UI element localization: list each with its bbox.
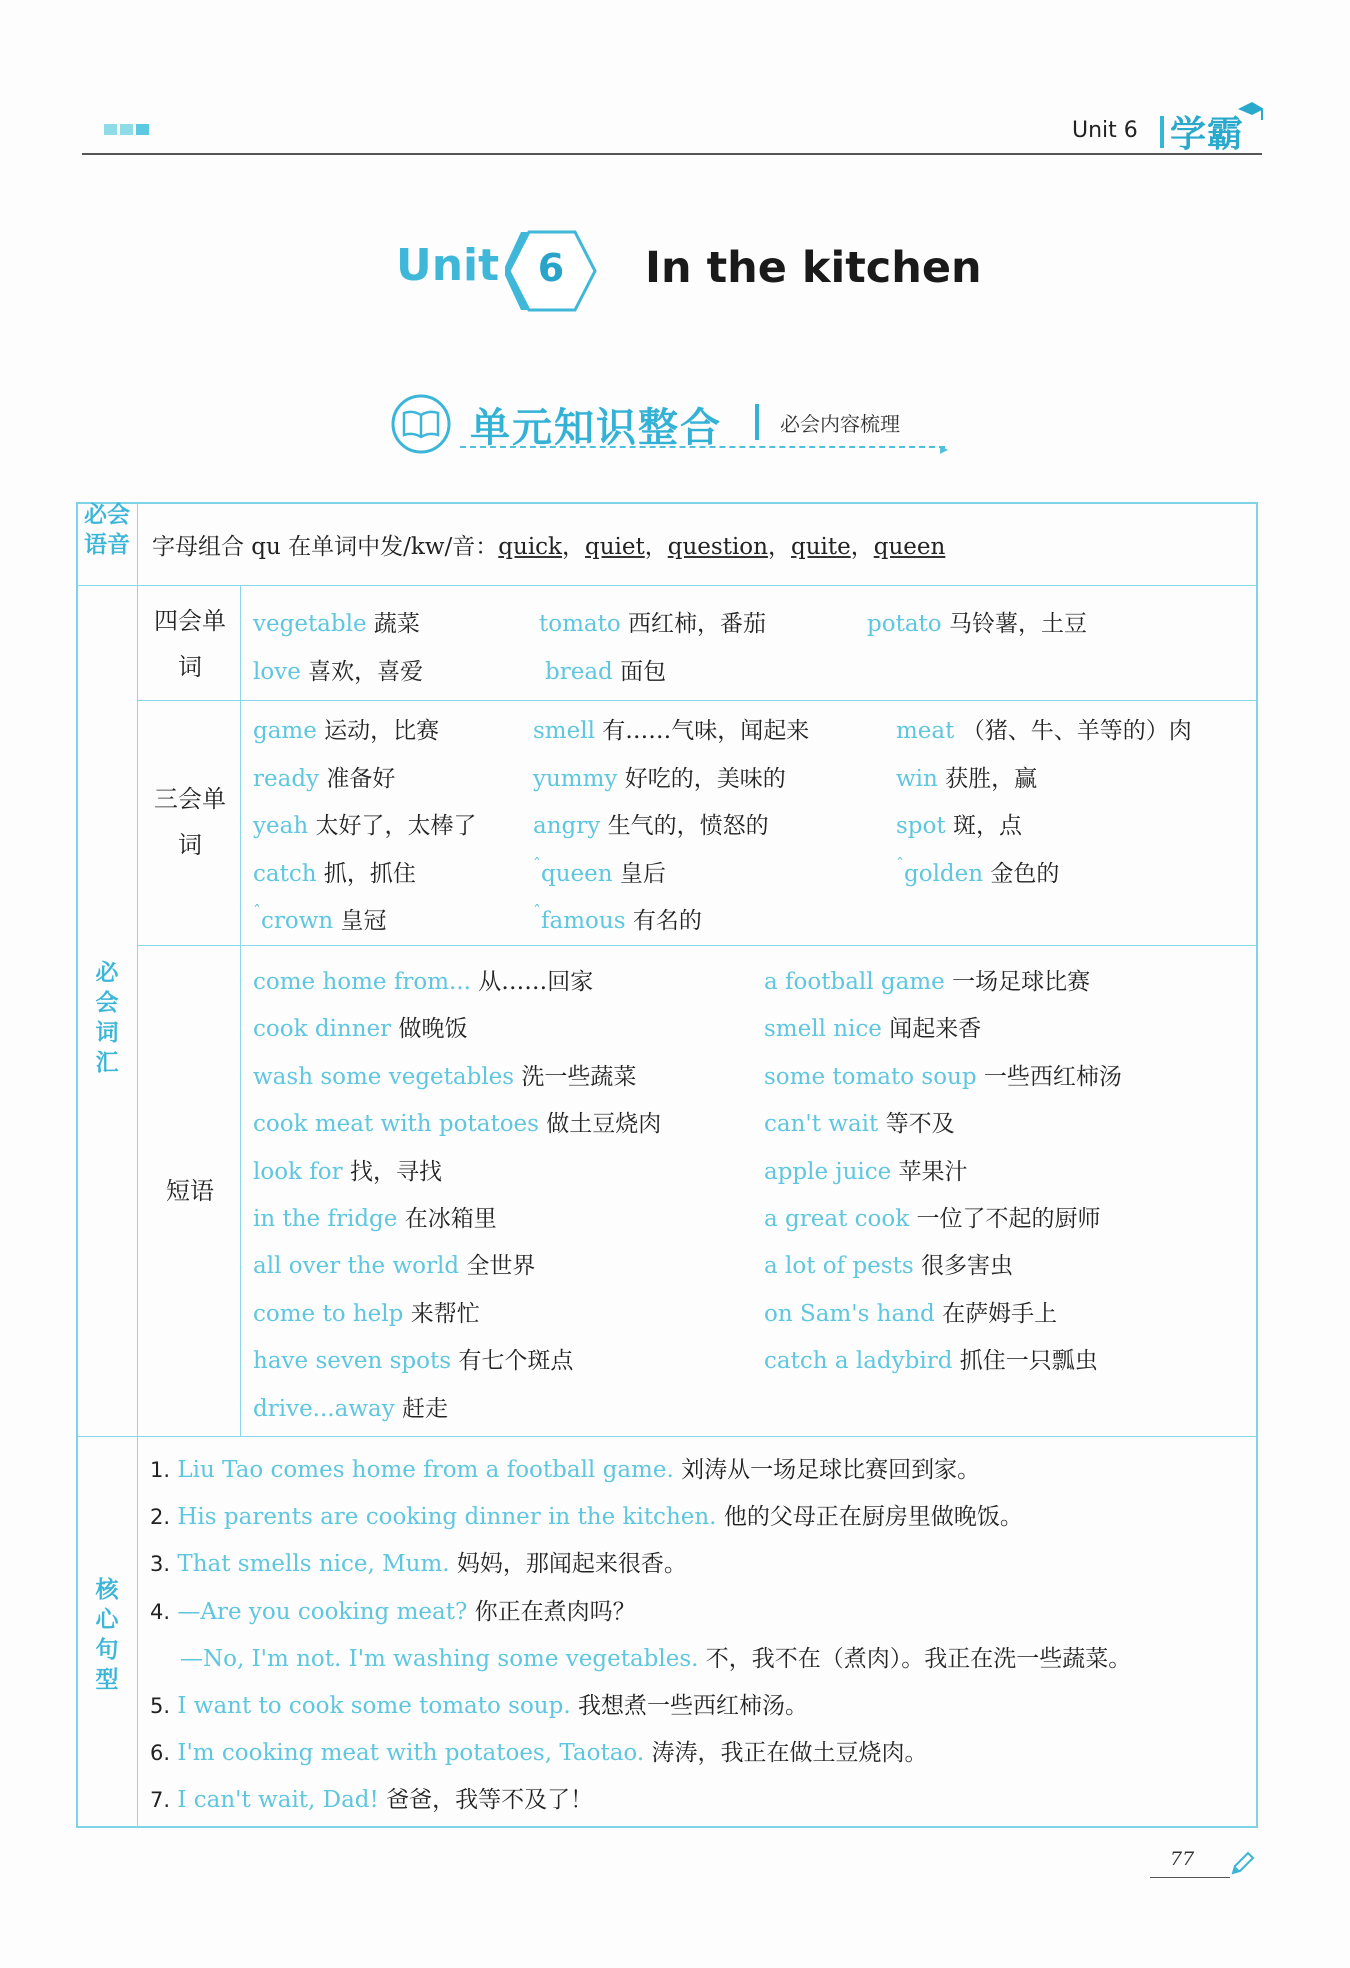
vocab-chinese: 一位了不起的厨师 xyxy=(916,1206,1101,1232)
phonics-word: question xyxy=(667,534,768,560)
vocab-chinese: 斑，点 xyxy=(952,813,1022,839)
vocab-english: crown xyxy=(261,908,334,934)
vocab-chinese: 喜欢，喜爱 xyxy=(308,659,424,685)
sentence-chinese: 不，我不在（煮肉）。我正在洗一些蔬菜。 xyxy=(705,1645,1132,1672)
vocab-chinese: 在萨姆手上 xyxy=(942,1300,1058,1327)
vocab-chinese: 很多害虫 xyxy=(920,1253,1013,1280)
phonics-word: quick xyxy=(498,534,562,560)
sentence-number: 5. xyxy=(150,1694,171,1718)
pencil-icon xyxy=(1228,1850,1256,1878)
graduation-cap-icon xyxy=(1236,100,1266,130)
vocab-item xyxy=(764,1200,1100,1233)
sentence-english: Liu Tao comes home from a football game. xyxy=(177,1457,674,1483)
vocab-item xyxy=(764,1058,1122,1091)
annotation-mark: ˆ xyxy=(533,854,541,874)
vocab-chinese: 西红柿，番茄 xyxy=(628,611,767,637)
table-divider xyxy=(77,1436,1257,1437)
vocab-item xyxy=(253,1058,636,1091)
vocab-english: ready xyxy=(253,765,320,792)
vocab-english: spot xyxy=(896,813,946,839)
section-underline xyxy=(460,446,945,448)
vocab-chinese: 从……回家 xyxy=(478,969,594,995)
header-rule xyxy=(82,153,1262,155)
header-divider xyxy=(1160,116,1164,148)
vocab-english: cook meat with potatoes xyxy=(253,1111,539,1138)
vocab-chinese: 找，寻找 xyxy=(349,1158,442,1185)
sentence-chinese: 他的父母正在厨房里做晚饭。 xyxy=(723,1504,1023,1531)
vocab-item xyxy=(764,1295,1057,1328)
brand-logo: 学霸 xyxy=(1170,114,1245,155)
section-divider xyxy=(755,404,759,440)
vocab-item xyxy=(896,855,1059,888)
vocab-english: love xyxy=(253,659,301,685)
vocab-chinese: 有……气味，闻起来 xyxy=(602,718,810,744)
vocab-chinese: 皇后 xyxy=(619,860,666,887)
vocab-chinese: 太好了，太棒了 xyxy=(315,813,477,839)
annotation-mark: ˆ xyxy=(253,902,261,921)
vocab-chinese: 全世界 xyxy=(466,1253,536,1280)
sentence-chinese: 爸爸，我等不及了！ xyxy=(386,1787,594,1814)
sentence-english: I'm cooking meat with potatoes, Taotao. xyxy=(177,1740,645,1767)
vocab-english: vegetable xyxy=(253,611,367,637)
vocab-chinese: 金色的 xyxy=(990,860,1060,887)
phonics-label: 必会语音 xyxy=(84,502,130,558)
vocab-chinese: 一场足球比赛 xyxy=(952,969,1091,995)
vocab-item xyxy=(253,760,395,793)
vocab-item xyxy=(867,605,1087,638)
vocab-english: come to help xyxy=(253,1300,404,1327)
vocab-english: on Sam's hand xyxy=(764,1300,935,1327)
sentence-chinese: 刘涛从一场足球比赛回到家。 xyxy=(681,1457,981,1483)
table-divider xyxy=(138,700,1257,701)
vocab-english: tomato xyxy=(539,611,621,637)
table-divider xyxy=(77,585,1257,586)
vocab-item xyxy=(533,855,666,888)
vocab-english: look for xyxy=(253,1158,343,1185)
vocab-chinese: 面包 xyxy=(620,659,667,685)
vocab-chinese: 苹果汁 xyxy=(898,1158,968,1185)
sentence-number: 6. xyxy=(150,1741,171,1766)
vocab-english: game xyxy=(253,718,317,744)
sentence-number: 2. xyxy=(150,1505,171,1530)
sentence-number: 1. xyxy=(150,1458,171,1482)
vocab-item xyxy=(253,712,439,745)
vocab-item xyxy=(253,1200,497,1233)
vocab-english: wash some vegetables xyxy=(253,1063,515,1090)
sentence-number: 3. xyxy=(150,1552,171,1577)
vocab-chinese: 赶走 xyxy=(402,1395,449,1422)
vocab-english: queen xyxy=(541,860,613,887)
vocab-chinese: 获胜，赢 xyxy=(945,765,1038,792)
vocab-english: a football game xyxy=(764,969,945,995)
sentence-item xyxy=(150,1498,1023,1531)
vocab-english: catch xyxy=(253,860,317,887)
vocab-label: 必会词汇 xyxy=(95,960,119,1076)
sentence-item xyxy=(150,1545,687,1578)
vocab-item xyxy=(764,1342,1098,1375)
vocab-chinese: 皇冠 xyxy=(340,908,387,934)
vocab-english: angry xyxy=(533,813,601,839)
vocab-english: smell xyxy=(533,718,595,744)
header-decoration xyxy=(120,124,133,135)
vocab-item xyxy=(253,1105,661,1138)
vocab-item xyxy=(533,760,786,793)
vocab-item xyxy=(533,712,809,745)
vocab-english: come home from... xyxy=(253,969,471,995)
sentences-label: 核心句型 xyxy=(95,1577,119,1693)
table-divider xyxy=(240,586,241,1436)
vocab-chinese: 一些西红柿汤 xyxy=(983,1063,1122,1090)
vocab-item xyxy=(896,712,1192,745)
vocab-item xyxy=(764,1105,955,1138)
vocab-chinese: 蔬菜 xyxy=(373,611,420,637)
vocab-english: bread xyxy=(545,659,613,685)
vocab-chinese: 生气的，愤怒的 xyxy=(607,813,769,839)
vocab-item xyxy=(533,807,769,840)
vocab-item xyxy=(253,1153,442,1186)
phonics-word: queen xyxy=(873,534,946,560)
annotation-mark: ˆ xyxy=(533,902,541,921)
four-skill-words-label: 四会单词 xyxy=(154,607,226,681)
vocab-chinese: 抓，抓住 xyxy=(323,860,416,887)
section-title: 单元知识整合 xyxy=(470,405,722,451)
phonics-word: quiet xyxy=(585,534,645,560)
table-divider xyxy=(137,503,138,1827)
phonics-word: quite xyxy=(790,534,851,560)
phonics-rule: 字母组合 qu 在单词中发/kw/音：quick，quiet，question，quite，queen xyxy=(152,534,946,560)
vocab-english: famous xyxy=(541,908,626,934)
vocab-english: yeah xyxy=(253,813,309,839)
section-subtitle: 必会内容梳理 xyxy=(780,412,900,436)
footer-rule xyxy=(1150,1877,1230,1878)
vocab-english: some tomato soup xyxy=(764,1063,977,1090)
vocab-item xyxy=(764,1153,968,1186)
vocab-item xyxy=(253,1247,535,1280)
sentence-chinese: 妈妈，那闻起来很香。 xyxy=(456,1551,687,1578)
sentence-item xyxy=(150,1451,980,1484)
sentence-english: That smells nice, Mum. xyxy=(177,1551,450,1578)
book-icon xyxy=(390,393,452,455)
vocab-english: win xyxy=(896,765,938,792)
vocab-chinese: 有名的 xyxy=(632,908,702,934)
sentence-english: His parents are cooking dinner in the kitchen. xyxy=(177,1504,717,1531)
vocab-item xyxy=(896,760,1037,793)
sentence-chinese: 你正在煮肉吗？ xyxy=(474,1598,636,1625)
sentence-item xyxy=(150,1781,593,1814)
header-unit-label: Unit 6 xyxy=(1072,118,1138,143)
sentence-english: I want to cook some tomato soup. xyxy=(177,1693,571,1719)
vocab-english: drive...away xyxy=(253,1395,395,1422)
vocab-chinese: 闻起来香 xyxy=(889,1016,982,1043)
table-divider xyxy=(138,945,1257,946)
header-decoration xyxy=(136,124,149,135)
vocab-english: potato xyxy=(867,611,942,637)
page-number: 77 xyxy=(1170,1848,1195,1870)
vocab-chinese: 好吃的，美味的 xyxy=(624,765,786,792)
page-title: In the kitchen xyxy=(645,243,982,293)
vocab-chinese: 等不及 xyxy=(885,1111,955,1138)
vocab-item xyxy=(896,807,1022,840)
vocab-english: can't wait xyxy=(764,1111,879,1138)
three-skill-words-label: 三会单词 xyxy=(154,785,226,859)
title-unit-word: Unit xyxy=(396,240,500,291)
vocab-chinese: （猪、牛、羊等的）肉 xyxy=(961,718,1192,744)
vocab-item xyxy=(545,653,666,686)
vocab-english: apple juice xyxy=(764,1158,892,1185)
sentence-item xyxy=(150,1593,636,1626)
vocab-item xyxy=(253,855,416,888)
vocab-item xyxy=(253,653,423,686)
vocab-chinese: 马铃薯，土豆 xyxy=(948,611,1087,637)
vocab-chinese: 来帮忙 xyxy=(410,1300,480,1327)
vocab-item xyxy=(764,963,1090,996)
sentence-chinese: 涛涛，我正在做土豆烧肉。 xyxy=(651,1740,928,1767)
sentence-item xyxy=(150,1687,808,1720)
header-decoration xyxy=(104,124,117,135)
vocab-english: all over the world xyxy=(253,1253,460,1280)
sentence-english: I can't wait, Dad! xyxy=(177,1787,379,1814)
annotation-mark: ˆ xyxy=(896,854,904,874)
vocab-english: smell nice xyxy=(764,1016,882,1043)
vocab-chinese: 运动，比赛 xyxy=(324,718,440,744)
sentence-number: 4. xyxy=(150,1599,171,1624)
vocab-english: golden xyxy=(904,860,984,887)
vocab-chinese: 准备好 xyxy=(326,765,396,792)
vocab-item xyxy=(764,1247,1013,1280)
vocab-chinese: 在冰箱里 xyxy=(404,1206,497,1232)
vocab-item xyxy=(253,1295,480,1328)
arrow-right-icon: ▸ xyxy=(940,439,949,458)
vocab-english: a great cook xyxy=(764,1206,910,1232)
vocab-item xyxy=(253,1342,573,1375)
sentence-english: —Are you cooking meat? xyxy=(177,1598,468,1625)
vocab-chinese: 洗一些蔬菜 xyxy=(521,1063,637,1090)
vocab-item xyxy=(764,1010,981,1043)
vocab-item xyxy=(253,1390,448,1423)
vocab-item xyxy=(533,902,702,935)
vocab-english: catch a ladybird xyxy=(764,1348,953,1375)
sentence-item xyxy=(180,1640,1131,1673)
sentence-chinese: 我想煮一些西红柿汤。 xyxy=(577,1693,808,1719)
title-unit-number: 6 xyxy=(537,246,565,290)
sentence-number: 7. xyxy=(150,1788,171,1813)
vocab-chinese: 抓住一只瓢虫 xyxy=(959,1348,1098,1375)
vocab-item xyxy=(253,605,420,638)
vocab-english: yummy xyxy=(533,765,618,792)
vocab-english: in the fridge xyxy=(253,1206,398,1232)
vocab-english: a lot of pests xyxy=(764,1253,914,1280)
vocab-item xyxy=(253,963,593,996)
vocab-chinese: 做晚饭 xyxy=(398,1016,468,1043)
vocab-item xyxy=(253,807,476,840)
phrases-label: 短语 xyxy=(166,1177,214,1205)
vocab-english: have seven spots xyxy=(253,1348,452,1375)
vocab-chinese: 做土豆烧肉 xyxy=(546,1111,662,1138)
vocab-english: cook dinner xyxy=(253,1016,392,1043)
sentence-english: —No, I'm not. I'm washing some vegetables. xyxy=(180,1645,699,1672)
sentence-item xyxy=(150,1734,928,1767)
vocab-chinese: 有七个斑点 xyxy=(458,1348,574,1375)
vocab-item xyxy=(539,605,766,638)
vocab-item xyxy=(253,902,387,935)
vocab-item xyxy=(253,1010,467,1043)
vocab-english: meat xyxy=(896,718,955,744)
